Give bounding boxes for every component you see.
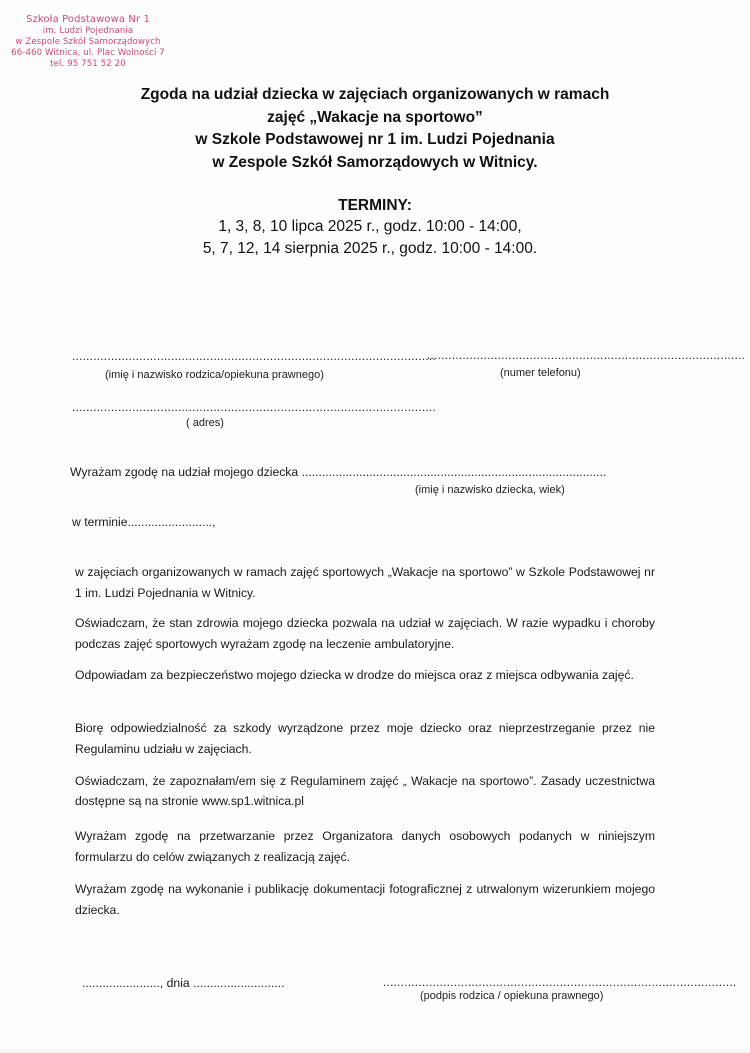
child-consent-line[interactable]: Wyrażam zgodę na udział mojego dziecka .......................................................................................... [70, 465, 607, 479]
phone-field[interactable]: .......................................................................................... [427, 348, 746, 362]
phone-caption: (numer telefonu) [500, 367, 581, 379]
school-stamp [4, 14, 172, 70]
document-title [40, 84, 710, 174]
stamp-line: w Zespole Szkół Samorządowych [15, 37, 161, 47]
terms-august: 5, 7, 12, 14 sierpnia 2025 r., godz. 10:00 - 14:00. [202, 240, 538, 257]
term-line[interactable]: w terminie........................., [72, 515, 216, 529]
parent-name-caption: (imię i nazwisko rodzica/opiekuna prawnego) [105, 369, 324, 381]
title-line: zajęć „Wakacje na sportowo” [267, 108, 483, 126]
paragraph-regulations: Oświadczam, że zapoznałam/em się z Regulaminem zajęć „ Wakacje na sportowo”. Zasady uczestnictwa dostępne są na stronie www.sp1.witnica.pl [75, 774, 655, 808]
stamp-line: im. Ludzi Pojednania [42, 26, 134, 36]
title-line: w Szkole Podstawowej nr 1 im. Ludzi Pojednania [195, 131, 555, 148]
stamp-line: Szkoła Podstawowa Nr 1 [26, 14, 150, 25]
parent-name-field[interactable]: ....................................................................................................... [72, 349, 437, 363]
address-caption: ( adres) [186, 417, 224, 429]
signature-caption: (podpis rodzica / opiekuna prawnego) [420, 990, 604, 1002]
title-line: w Zespole Szkół Samorządowych w Witnicy. [212, 153, 538, 171]
title-line: Zgoda na udział dziecka w zajęciach organizowanych w ramach [140, 86, 610, 103]
signature-field[interactable]: .................................................................................................... [383, 975, 737, 989]
terms-heading: TERMINY: [338, 197, 412, 214]
paragraph-activities: w zajęciach organizowanych w ramach zajęć sportowych „Wakacje na sportowo” w Szkole Podstawowej nr 1 im. Ludzi Pojednania w Witnicy. [75, 565, 655, 600]
address-field[interactable]: ....................................................................................................... [72, 400, 437, 414]
stamp-line: 66-460 Witnica, ul. Plac Wolności 7 [11, 48, 165, 58]
child-caption: (imię i nazwisko dziecka, wiek) [415, 484, 565, 496]
paragraph-gdpr: Wyrażam zgodę na przetwarzanie przez Organizatora danych osobowych podanych w niniejszym formularzu do celów związanych z realizacją zajęć. [75, 829, 655, 864]
paragraph-liability: Biorę odpowiedzialność za szkody wyrządzone przez moje dziecko oraz nieprzestrzeganie przez nie Regulaminu udziału w zajęciach. [75, 721, 655, 756]
page-edge-shadow [0, 1045, 750, 1053]
terms-july: 1, 3, 8, 10 lipca 2025 r., godz. 10:00 - 14:00, [218, 218, 522, 235]
stamp-line: tel. 95 751 52 20 [50, 59, 126, 69]
paragraph-safety: Odpowiadam za bezpieczeństwo mojego dziecka w drodze do miejsca oraz z miejsca odbywania zajęć. [75, 668, 634, 682]
date-line[interactable]: ......................., dnia ........................... [82, 976, 285, 990]
paragraph-health: Oświadczam, że stan zdrowia mojego dziecka pozwala na udział w zajęciach. W razie wypadku i choroby podczas zajęć sportowych wyrażam zgodę na leczenie ambulatoryjne. [75, 616, 655, 651]
paragraph-photo: Wyrażam zgodę na wykonanie i publikację dokumentacji fotograficznej z utrwalonym wizerunkiem mojego dziecka. [75, 882, 655, 917]
